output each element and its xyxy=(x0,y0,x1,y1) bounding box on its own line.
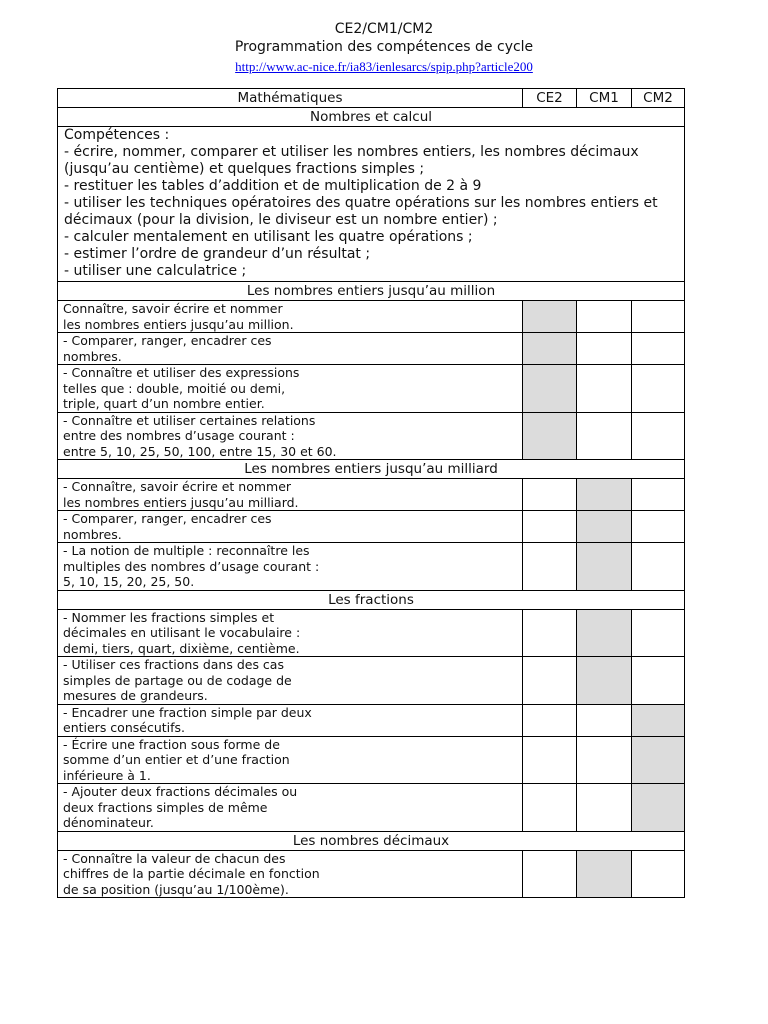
skill-description: - Connaître et utiliser certaines relations entre des nombres d’usage courant : entre 5, 10, 25, 50, 100, entre 15, 30 et 60. xyxy=(58,412,523,460)
level-cell-cm1 xyxy=(577,657,632,705)
competence-item: - écrire, nommer, comparer et utiliser les nombres entiers, les nombres décimaux (jusqu’au centième) et quelques fractions simples ; xyxy=(64,144,639,177)
level-cell-cm1 xyxy=(577,850,632,898)
level-cell-cm1 xyxy=(577,412,632,460)
skill-description: - Comparer, ranger, encadrer ces nombres. xyxy=(58,511,523,543)
col-header-cm1: CM1 xyxy=(577,89,632,108)
skill-description: - Écrire une fraction sous forme de somme d’un entier et d’une fraction inférieure à 1. xyxy=(58,736,523,784)
level-cell-cm2 xyxy=(632,365,685,413)
skill-description: - La notion de multiple : reconnaître les multiples des nombres d’usage courant : 5, 10, 15, 20, 25, 50. xyxy=(58,543,523,591)
table-row xyxy=(58,301,685,333)
level-cell-ce2 xyxy=(523,736,577,784)
section-title: Les fractions xyxy=(58,590,685,609)
table-row xyxy=(58,365,685,413)
level-cell-ce2 xyxy=(523,543,577,591)
table-row xyxy=(58,511,685,543)
competence-item: - estimer l’ordre de grandeur d’un résultat ; xyxy=(64,246,371,262)
skill-description: Connaître, savoir écrire et nommer les nombres entiers jusqu’au million. xyxy=(58,301,523,333)
table-row xyxy=(58,479,685,511)
competence-item: - restituer les tables d’addition et de multiplication de 2 à 9 xyxy=(64,178,482,194)
level-cell-cm2 xyxy=(632,301,685,333)
table-row xyxy=(58,850,685,898)
competence-item: - utiliser les techniques opératoires des quatre opérations sur les nombres entiers et décimaux (pour la division, le diviseur est un nombre entier) ; xyxy=(64,195,658,228)
level-cell-ce2 xyxy=(523,365,577,413)
level-cell-cm2 xyxy=(632,543,685,591)
skill-description: - Nommer les fractions simples et décimales en utilisant le vocabulaire : demi, tiers, quart, dixième, centième. xyxy=(58,609,523,657)
document-subtitle: Programmation des compétences de cycle xyxy=(234,39,534,55)
level-cell-cm2 xyxy=(632,850,685,898)
section-row xyxy=(58,590,685,609)
source-link[interactable]: http://www.ac-nice.fr/ia83/ienlesarcs/spip.php?article200 xyxy=(235,59,533,74)
table-row xyxy=(58,657,685,705)
level-cell-cm1 xyxy=(577,333,632,365)
skill-description: - Connaître et utiliser des expressions telles que : double, moitié ou demi, triple, quart d’un nombre entier. xyxy=(58,365,523,413)
level-cell-ce2 xyxy=(523,850,577,898)
level-cell-ce2 xyxy=(523,412,577,460)
section-row-main xyxy=(58,108,685,127)
level-cell-cm1 xyxy=(577,479,632,511)
level-cell-cm1 xyxy=(577,784,632,832)
level-cell-ce2 xyxy=(523,333,577,365)
section-row xyxy=(58,282,685,301)
section-title: Les nombres entiers jusqu’au milliard xyxy=(58,460,685,479)
level-cell-cm2 xyxy=(632,333,685,365)
competence-item: - utiliser une calculatrice ; xyxy=(64,263,247,279)
section-row xyxy=(58,460,685,479)
col-header-ce2: CE2 xyxy=(523,89,577,108)
level-cell-ce2 xyxy=(523,657,577,705)
level-cell-ce2 xyxy=(523,511,577,543)
section-title: Les nombres décimaux xyxy=(58,831,685,850)
competences-table xyxy=(57,88,685,898)
skill-description: - Comparer, ranger, encadrer ces nombres. xyxy=(58,333,523,365)
skill-description: - Ajouter deux fractions décimales ou deux fractions simples de même dénominateur. xyxy=(58,784,523,832)
table-row xyxy=(58,412,685,460)
level-cell-cm2 xyxy=(632,784,685,832)
skill-description: - Connaître la valeur de chacun des chiffres de la partie décimale en fonction de sa position (jusqu’au 1/100ème). xyxy=(58,850,523,898)
level-cell-cm2 xyxy=(632,609,685,657)
level-cell-ce2 xyxy=(523,704,577,736)
level-cell-cm1 xyxy=(577,365,632,413)
level-cell-cm1 xyxy=(577,736,632,784)
level-cell-cm1 xyxy=(577,511,632,543)
section-row xyxy=(58,831,685,850)
col-header-subject: Mathématiques xyxy=(58,89,523,108)
level-cell-ce2 xyxy=(523,301,577,333)
competences-cell xyxy=(58,127,685,282)
table-row xyxy=(58,736,685,784)
level-cell-cm1 xyxy=(577,704,632,736)
competence-item: - calculer mentalement en utilisant les quatre opérations ; xyxy=(64,229,473,245)
skill-description: - Encadrer une fraction simple par deux entiers consécutifs. xyxy=(58,704,523,736)
skill-description: - Utiliser ces fractions dans des cas simples de partage ou de codage de mesures de grandeurs. xyxy=(58,657,523,705)
table-row xyxy=(58,543,685,591)
level-cell-cm1 xyxy=(577,543,632,591)
document-header xyxy=(0,20,768,75)
skill-description: - Connaître, savoir écrire et nommer les nombres entiers jusqu’au milliard. xyxy=(58,479,523,511)
col-header-cm2: CM2 xyxy=(632,89,685,108)
level-cell-cm2 xyxy=(632,412,685,460)
level-cell-ce2 xyxy=(523,784,577,832)
competences-row xyxy=(58,127,685,282)
table-row xyxy=(58,609,685,657)
level-cell-cm2 xyxy=(632,704,685,736)
level-cell-cm1 xyxy=(577,301,632,333)
level-cell-cm1 xyxy=(577,609,632,657)
table-row xyxy=(58,704,685,736)
competences-heading: Compétences : xyxy=(64,127,170,143)
level-cell-cm2 xyxy=(632,736,685,784)
level-cell-ce2 xyxy=(523,479,577,511)
table-row xyxy=(58,333,685,365)
level-cell-cm2 xyxy=(632,511,685,543)
document-title: CE2/CM1/CM2 xyxy=(334,21,434,37)
section-title: Les nombres entiers jusqu’au million xyxy=(58,282,685,301)
table-row xyxy=(58,784,685,832)
level-cell-cm2 xyxy=(632,479,685,511)
section-title-main: Nombres et calcul xyxy=(58,108,685,127)
level-cell-ce2 xyxy=(523,609,577,657)
level-cell-cm2 xyxy=(632,657,685,705)
table-header-row xyxy=(58,89,685,108)
